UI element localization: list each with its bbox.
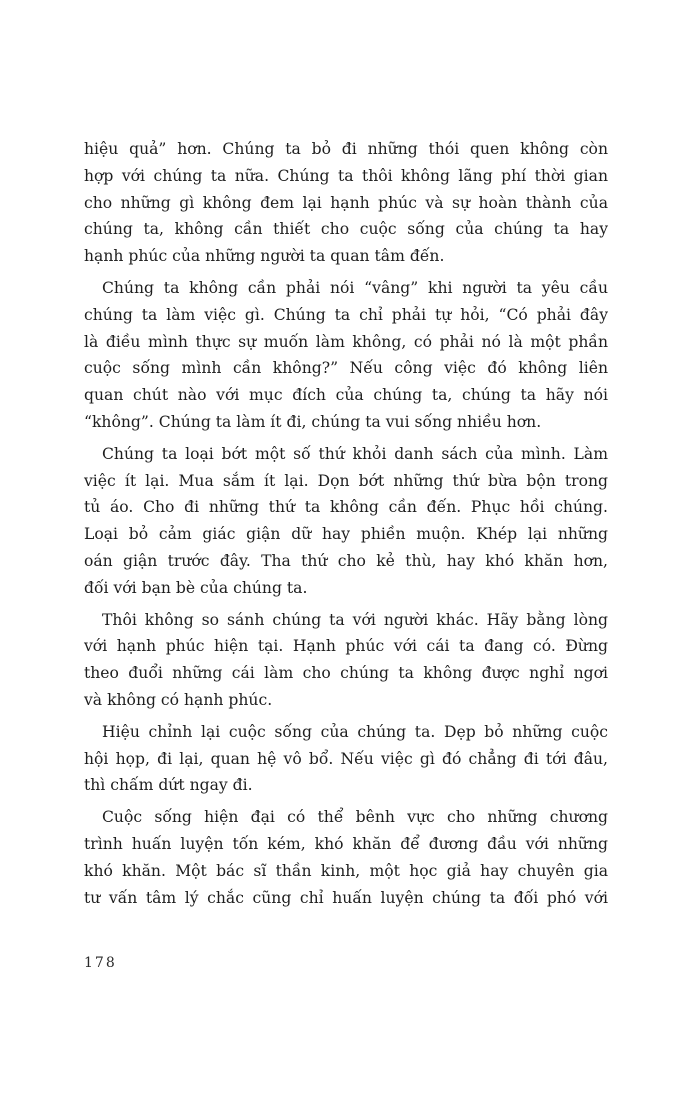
page-body [84, 136, 608, 916]
page-number: 178 [84, 955, 117, 971]
text-line: hội họp, đi lại, quan hệ vô bổ. Nếu việc gì đó chẳng đi tới đâu, [84, 749, 608, 768]
text-line: cho những gì không đem lại hạnh phúc và sự hoàn thành của [84, 193, 608, 212]
text-line: với hạnh phúc hiện tại. Hạnh phúc với cái ta đang có. Đừng [84, 637, 608, 656]
paragraph [84, 136, 608, 270]
text-line: tủ áo. Cho đi những thứ ta không cần đến. Phục hồi chúng. [84, 498, 608, 517]
paragraph [84, 607, 608, 714]
text-line: việc ít lại. Mua sắm ít lại. Dọn bớt những thứ bừa bộn trong [84, 471, 608, 490]
text-line: Chúng ta loại bớt một số thứ khỏi danh sách của mình. Làm [102, 444, 608, 463]
text-line: Hiệu chỉnh lại cuộc sống của chúng ta. Dẹp bỏ những cuộc [102, 722, 608, 741]
text-line: trình huấn luyện tốn kém, khó khăn để đương đầu với những [84, 834, 608, 853]
text-line: Chúng ta không cần phải nói “vâng” khi người ta yêu cầu [102, 278, 608, 297]
text-line: cuộc sống mình cần không?” Nếu công việc đó không liên [84, 359, 608, 378]
paragraph [84, 275, 608, 436]
text-line: oán giận trước đây. Tha thứ cho kẻ thù, hay khó khăn hơn, [84, 551, 608, 570]
paragraph [84, 719, 608, 799]
text-line: hiệu quả” hơn. Chúng ta bỏ đi những thói quen không còn [84, 140, 608, 158]
text-line: Cuộc sống hiện đại có thể bênh vực cho những chương [102, 808, 608, 827]
text-line: khó khăn. Một bác sĩ thần kinh, một học giả hay chuyên gia [84, 861, 608, 880]
text-line: là điều mình thực sự muốn làm không, có phải nó là một phần [84, 332, 608, 351]
text-line: Loại bỏ cảm giác giận dữ hay phiền muộn. Khép lại những [84, 525, 608, 544]
text-line: tư vấn tâm lý chắc cũng chỉ huấn luyện chúng ta đối phó với [84, 888, 608, 907]
text-line: quan chút nào với mục đích của chúng ta, chúng ta hãy nói [84, 386, 608, 405]
text-line: hợp với chúng ta nữa. Chúng ta thôi không lãng phí thời gian [84, 166, 608, 185]
text-line: và không có hạnh phúc. [84, 690, 273, 709]
paragraph [84, 804, 608, 911]
paragraph [84, 441, 608, 602]
text-line: đối với bạn bè của chúng ta. [84, 578, 308, 597]
text-line: thì chấm dứt ngay đi. [84, 776, 253, 795]
text-line: hạnh phúc của những người ta quan tâm đến. [84, 247, 445, 266]
text-line: “không”. Chúng ta làm ít đi, chúng ta vui sống nhiều hơn. [84, 412, 542, 431]
text-line: theo đuổi những cái làm cho chúng ta không được nghỉ ngơi [84, 664, 608, 683]
text-line: chúng ta, không cần thiết cho cuộc sống của chúng ta hay [84, 220, 608, 239]
text-line: Thôi không so sánh chúng ta với người khác. Hãy bằng lòng [102, 610, 608, 629]
text-line: chúng ta làm việc gì. Chúng ta chỉ phải tự hỏi, “Có phải đây [84, 305, 608, 324]
